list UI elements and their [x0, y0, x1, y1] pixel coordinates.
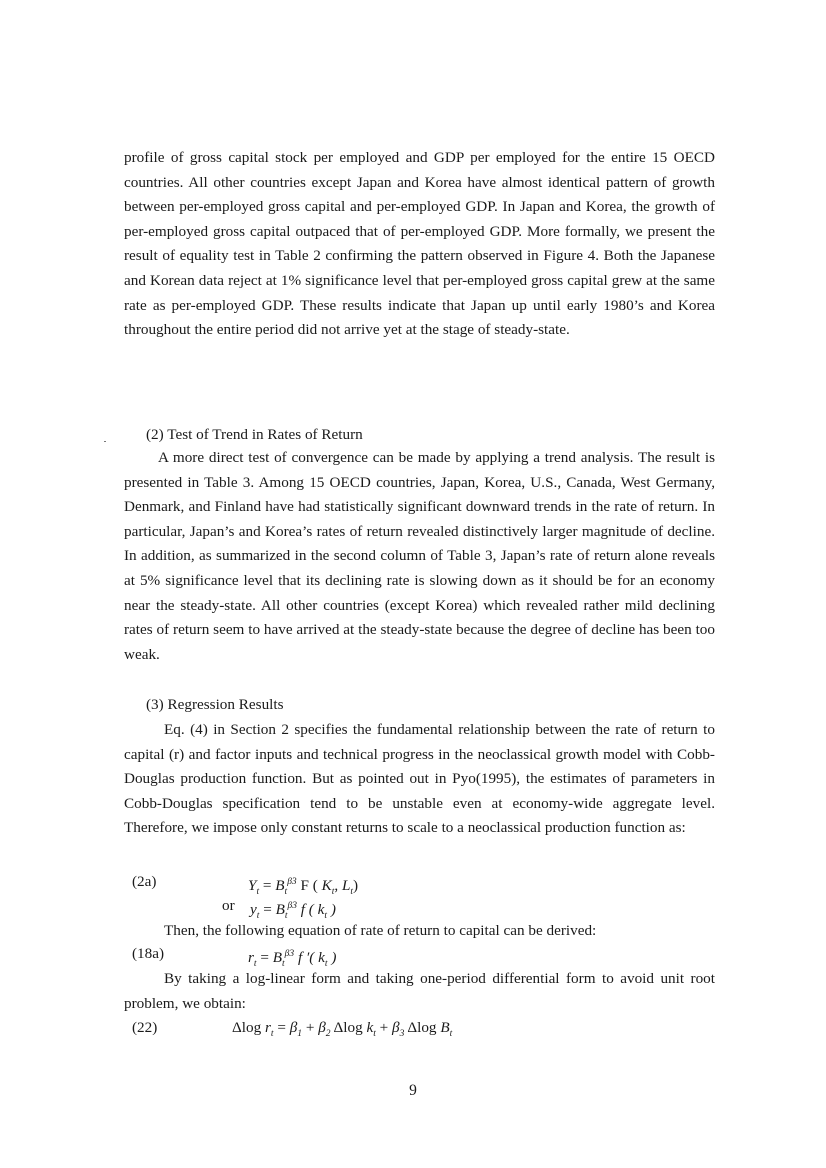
equation-18a: $r_t = B_t^{\beta 3}$ f ′( $k_t$ ): [248, 949, 337, 970]
section-heading-regression: (3) Regression Results: [146, 696, 284, 713]
equation-22: Δlog $r_t = \beta_1 + \beta_2$ Δlog $k_t + \beta_3$ Δlog $B_t$: [232, 1019, 453, 1040]
section-heading-trend-test: (2) Test of Trend in Rates of Return: [146, 426, 363, 443]
paragraph-equality-test: profile of gross capital stock per employed and GDP per employed for the entire 15 OECD countries. All other countries except Japan and Korea have almost identical pattern of growth between per-employed gross capital and per-employed GDP. In Japan and Korea, the growth of per-employed gross capital outpaced that of per-employed GDP. More formally, we present the result of equality test in Table 2 confirming the pattern observed in Figure 4. Both the Japanese and Korean data reject at 1% significance level that per-employed gross capital grew at the same rate as per-employed GDP. These results indicate that Japan up until early 1980’s and Korea throughout the entire period did not arrive yet at the stage of steady-state.: [124, 149, 715, 339]
equation-2a-alt: $y_t = B_t^{\beta 3}$ f ( $k_t$ ): [250, 901, 336, 922]
paragraph-derivation: Then, the following equation of rate of return to capital can be derived:: [164, 922, 597, 939]
paragraph-log-linear: By taking a log-linear form and taking one-period differential form to avoid unit root problem, we obtain:: [124, 970, 715, 1012]
equation-label-18a: (18a): [132, 945, 165, 962]
equation-2a: $Y_t = B_t^{\beta 3}$ F ( $K_t$, $L_t$): [248, 877, 359, 898]
equation-2a-or: or: [222, 897, 235, 914]
equation-label-2a: (2a): [132, 873, 157, 890]
margin-mark: [104, 441, 106, 442]
equation-label-22: (22): [132, 1019, 158, 1036]
page-number: 9: [409, 1082, 417, 1099]
paragraph-trend-analysis: A more direct test of convergence can be made by applying a trend analysis. The result is presented in Table 3. Among 15 OECD countries, Japan, Korea, U.S., Canada, West Germany, Denmark, and Finland have had statistically significant downward trends in the rate of return. In particular, Japan’s and Korea’s rates of return revealed distinctively larger magnitude of decline. In addition, as summarized in the second column of Table 3, Japan’s rate of return alone reveals at 5% significance level that its declining rate is slowing down as it should be for an economy near the steady-state. All other countries (except Korea) which revealed rather mild declining rates of return seem to have arrived at the steady-state because the degree of decline has been too weak.: [124, 449, 715, 663]
paragraph-regression-intro: Eq. (4) in Section 2 specifies the fundamental relationship between the rate of return to capital (r) and factor inputs and technical progress in the neoclassical growth model with Cobb-Douglas production function. But as pointed out in Pyo(1995), the estimates of parameters in Cobb-Douglas specification tend to be unstable even at economy-wide aggregate level. Therefore, we impose only constant returns to scale to a neoclassical production function as:: [124, 721, 715, 837]
